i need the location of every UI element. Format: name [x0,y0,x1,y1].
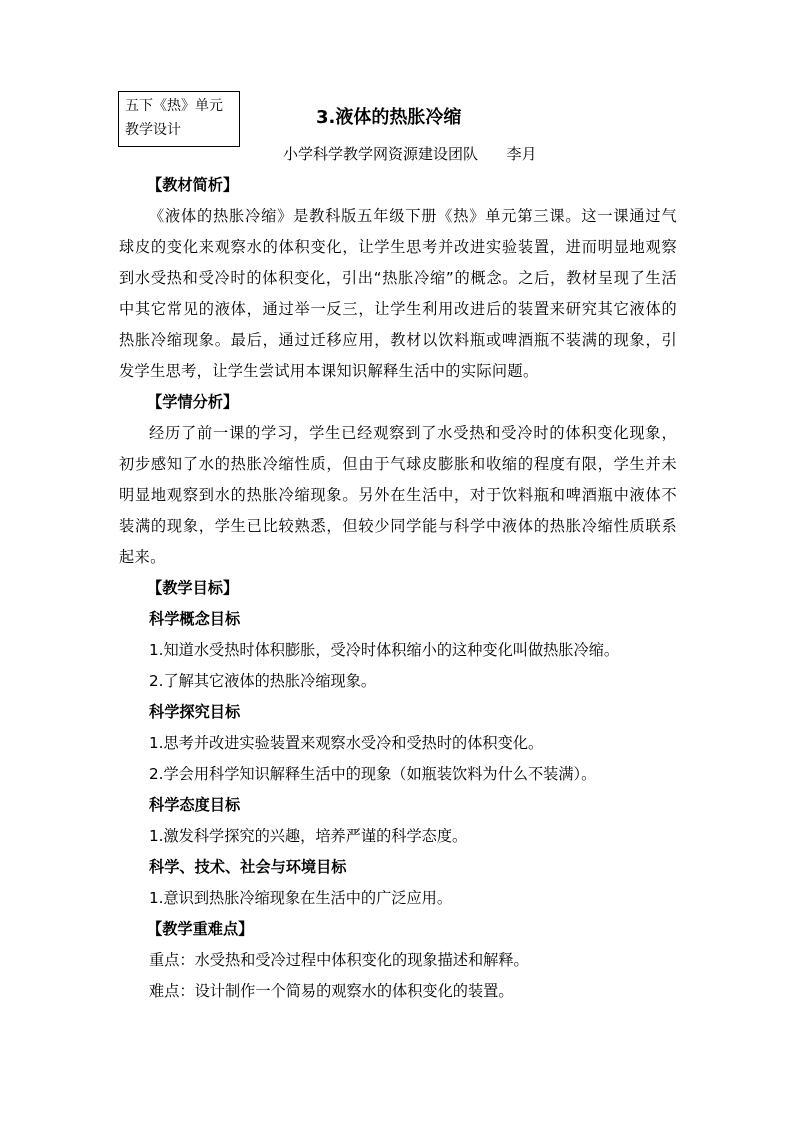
difficult-point: 难点：设计制作一个简易的观察水的体积变化的装置。 [149,982,514,1000]
inquiry-goal-item: 2.学会用科学知识解释生活中的现象（如瓶装饮料为什么不装满）。 [149,765,597,783]
stse-goal-title: 科学、技术、社会与环境目标 [149,858,347,876]
section-heading-students: 【学情分析】 [147,393,239,411]
student-analysis-paragraph: 经历了前一课的学习，学生已经观察到了水受热和受冷时的体积变化现象，初步感知了水的热胀冷缩性质，但由于气球皮膨胀和收缩的程度有限，学生并未明显地观察到水的热胀冷缩现象。另外在生活中，对于饮料瓶和啤酒瓶中液体不装满的现象，学生已比较熟悉，但较少同学能与科学中液体的热胀冷缩性质联系起来。 [119,424,677,566]
author-line: 小学科学教学网资源建设团队 李月 [283,145,537,163]
concept-goal-item: 2.了解其它液体的热胀冷缩现象。 [149,672,377,690]
stse-goal-item: 1.意识到热胀冷缩现象在生活中的广泛应用。 [149,889,453,907]
unit-label-box [118,91,240,147]
concept-goal-item: 1.知道水受热时体积膨胀，受冷时体积缩小的这种变化叫做热胀冷缩。 [149,641,620,659]
document-body [119,170,677,1007]
unit-label-line2: 教学设计 [125,122,181,138]
attitude-goal-title: 科学态度目标 [149,796,241,814]
section-heading-textbook: 【教材简析】 [147,176,239,194]
concept-goal-title: 科学概念目标 [149,610,241,628]
attitude-goal-item: 1.激发科学探究的兴趣，培养严谨的科学态度。 [149,827,468,845]
lesson-title: 3.液体的热胀冷缩 [316,107,462,128]
section-heading-keypoints: 【教学重难点】 [147,920,254,938]
inquiry-goal-title: 科学探究目标 [149,703,241,721]
unit-label-line1: 五下《热》单元 [125,98,223,114]
key-point: 重点：水受热和受冷过程中体积变化的现象描述和解释。 [149,951,529,969]
section-heading-goals: 【教学目标】 [147,579,239,597]
textbook-analysis-paragraph: 《液体的热胀冷缩》是教科版五年级下册《热》单元第三课。这一课通过气球皮的变化来观察水的体积变化，让学生思考并改进实验装置，进而明显地观察到水受热和受冷时的体积变化，引出“热胀冷缩”的概念。之后，教材呈现了生活中其它常见的液体，通过举一反三，让学生利用改进后的装置来研究其它液体的热胀冷缩现象。最后，通过迁移应用，教材以饮料瓶或啤酒瓶不装满的现象，引发学生思考，让学生尝试用本课知识解释生活中的实际问题。 [119,207,677,380]
inquiry-goal-item: 1.思考并改进实验装置来观察水受冷和受热时的体积变化。 [149,734,544,752]
